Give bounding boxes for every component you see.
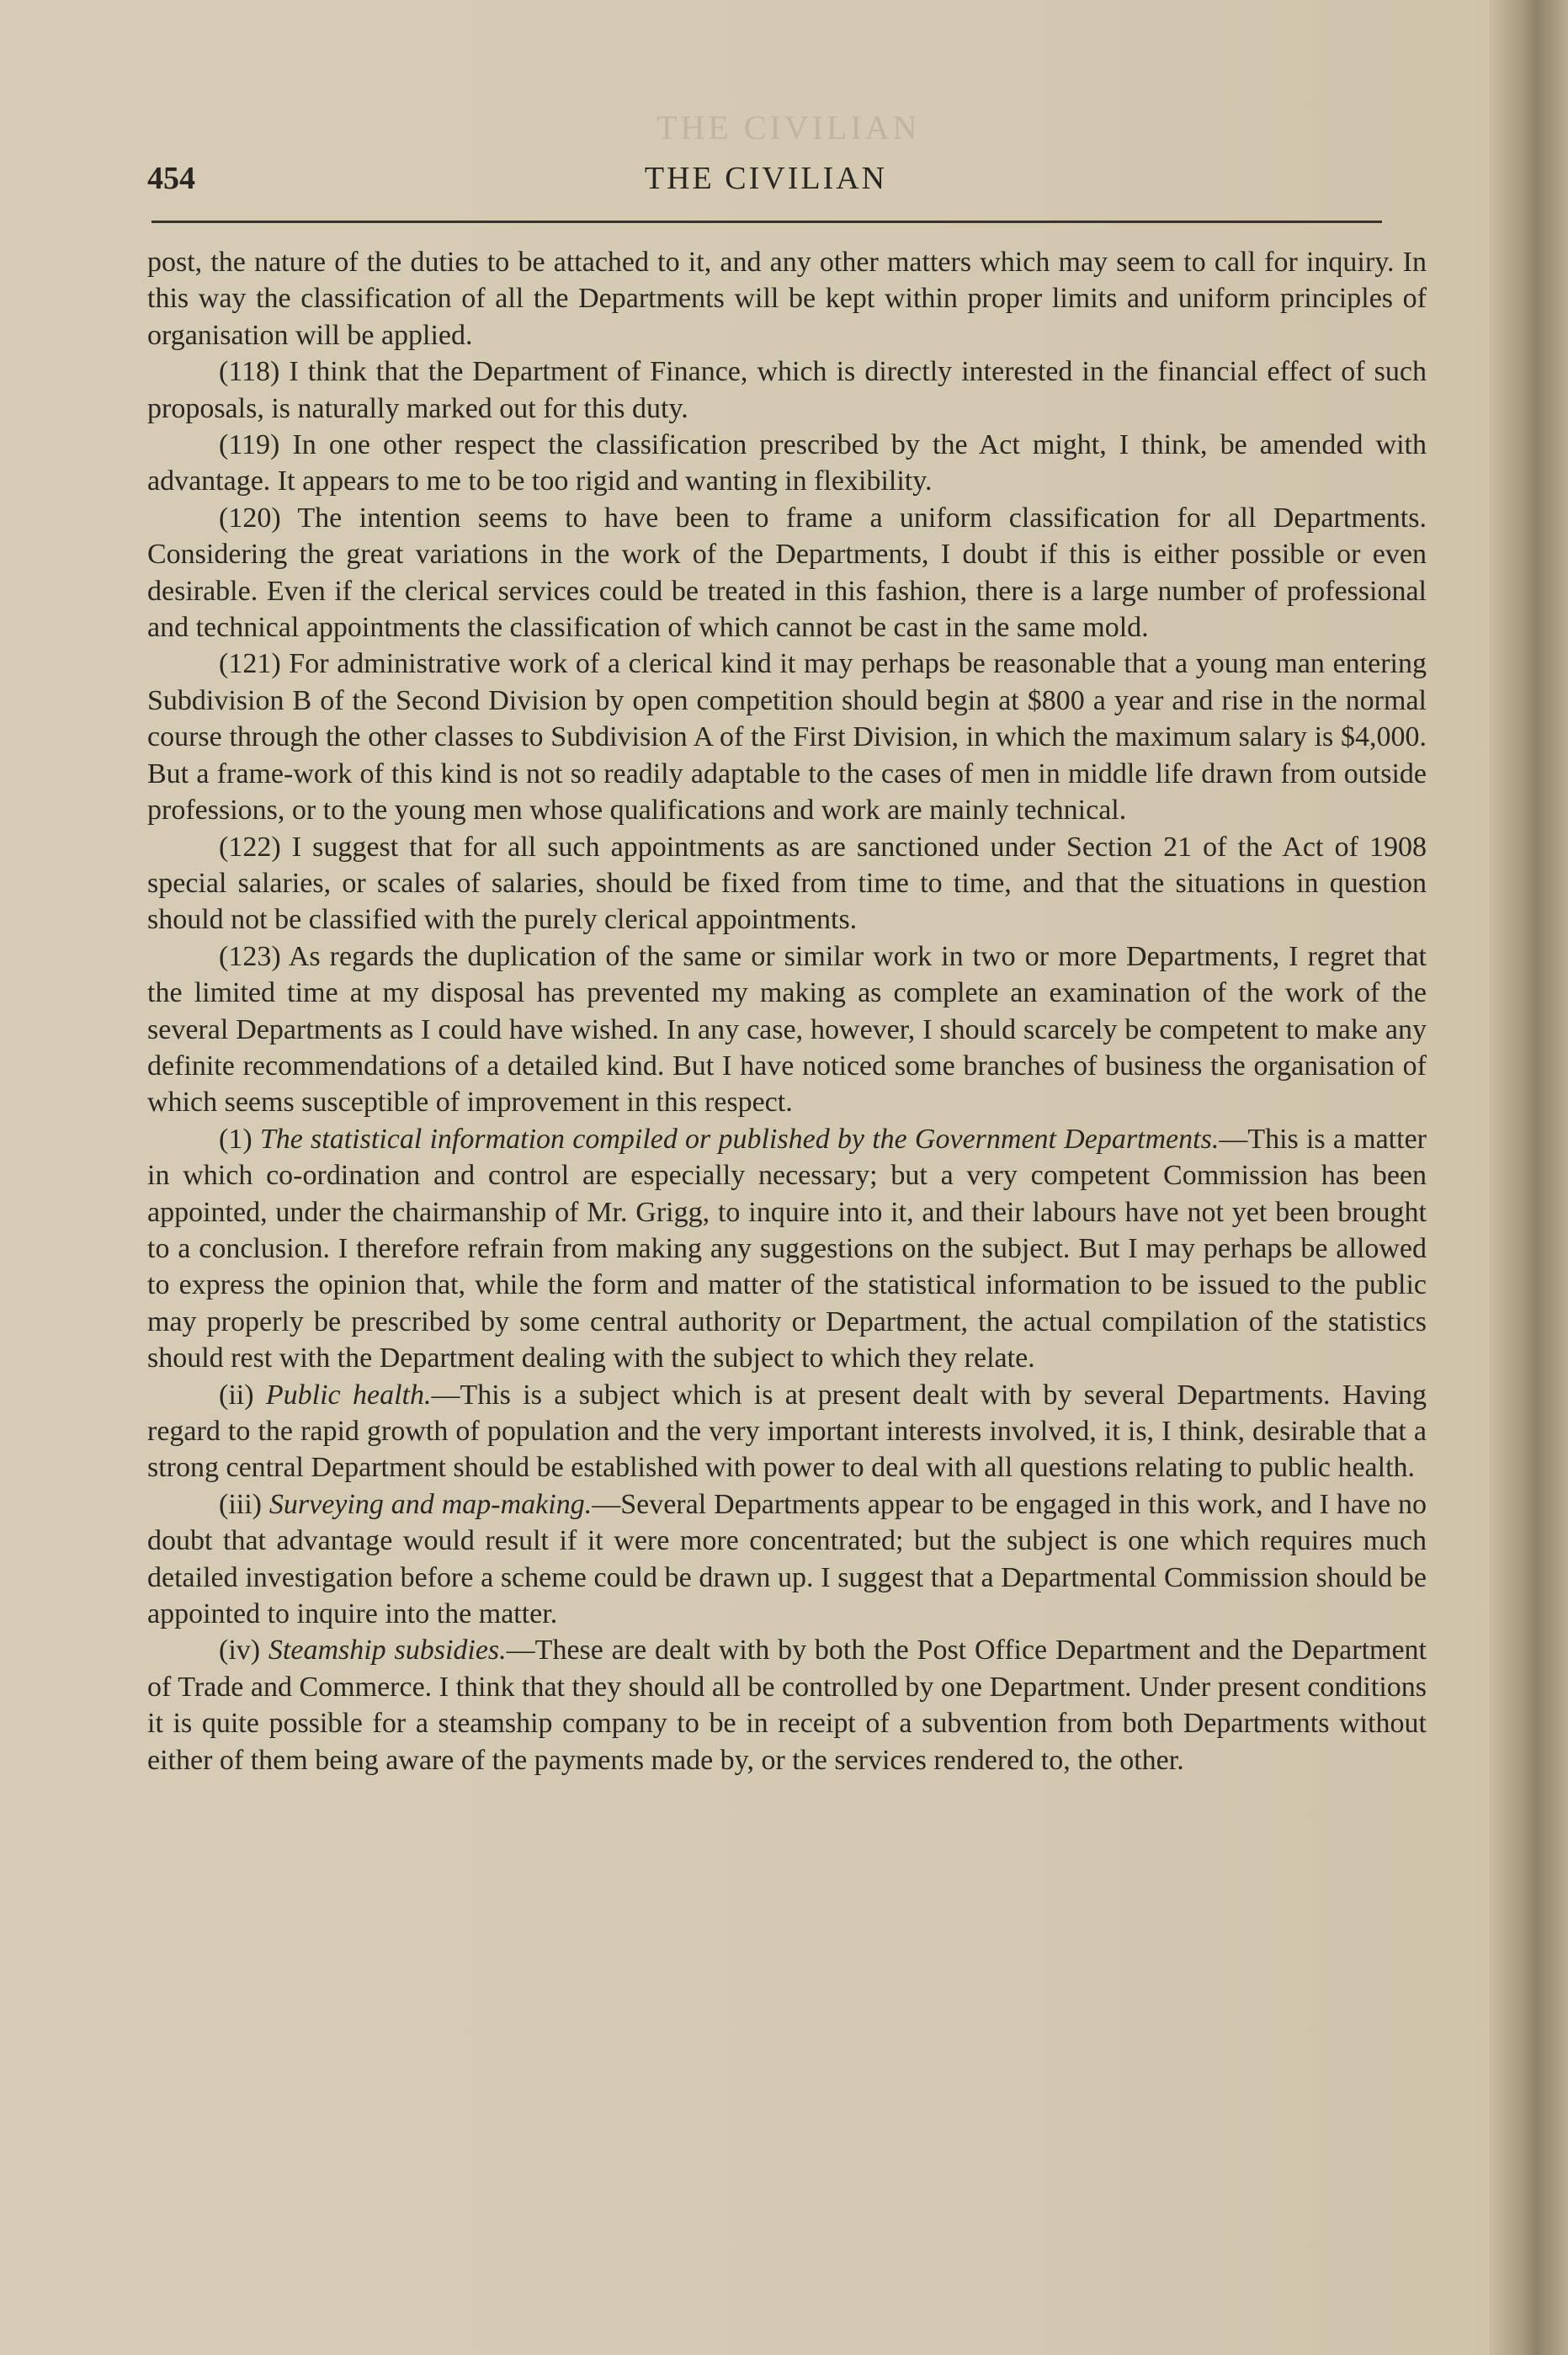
item-number: (1) bbox=[219, 1123, 260, 1155]
item-heading: Public health. bbox=[265, 1379, 432, 1411]
paragraph-public-health bbox=[147, 1377, 1427, 1486]
item-text: —Several Departments appear to be engaged in this work, and I have no doubt that advantage would result if it were more concentrated; but the subject is one which requires much detailed investigation before a scheme could be drawn up. I suggest that a Departmental Commission should be appointed to inquire into the matter. bbox=[147, 1488, 1427, 1630]
item-heading: Steamship subsidies. bbox=[268, 1635, 507, 1667]
running-title: THE CIVILIAN bbox=[644, 161, 888, 196]
item-heading: The statistical information compiled or published by the Government Departments. bbox=[259, 1123, 1220, 1155]
item-text: —This is a matter in which co-ordination and control are especially necessary; but a very competent Commission has been appointed, under the chairmanship of Mr. Grigg, to inquire into it, and their labours have not yet been brought to a conclusion. I therefore refrain from making any suggestions on the subject. But I may perhaps be allowed to express the opinion that, while the form and matter of the statistical information to be issued to the public may properly be prescribed by some central authority or Department, the actual compilation of the statistics should rest with the Department dealing with the subject to which they relate. bbox=[147, 1123, 1427, 1374]
item-number: (iii) bbox=[219, 1488, 269, 1520]
page-number: 454 bbox=[147, 161, 195, 196]
paragraph-121: (121) For administrative work of a clerical kind it may perhaps be reasonable that a young man entering Subdivision B of the Second Division by open competition should begin at $800 a year and rise in the normal course through the other classes to Subdivision A of the First Division, in which the maximum salary is $4,000. But a frame-work of this kind is not so readily adaptable to the cases of men in middle life drawn from outside professions, or to the young men whose qualifications and work are mainly technical. bbox=[147, 648, 1427, 827]
item-text: —These are dealt with by both the Post Office Department and the Department of Trade and Commerce. I think that they should all be controlled by one Department. Under present conditions it is quite possible for a steamship company to be in receipt of a subvention from both Departments without either of them being aware of the payments made by, or the services rendered to, the other. bbox=[147, 1635, 1427, 1776]
bleed-through-title: THE CIVILIAN bbox=[656, 109, 921, 146]
book-gutter bbox=[1490, 0, 1568, 2355]
body-text bbox=[147, 244, 1427, 1778]
item-text: —This is a subject which is at present dealt with by several Departments. Having regard to the rapid growth of population and the very important interests involved, it is, I think, desirable that a strong central Department should be established with power to deal with all questions relating to public health. bbox=[147, 1379, 1427, 1484]
paragraph-steamship-subsidies bbox=[147, 1632, 1427, 1778]
paragraph-continuation: post, the nature of the duties to be attached to it, and any other matters which may seem to call for inquiry. In this way the classification of all the Departments will be kept within proper limits and uniform principles of organisation will be applied. bbox=[147, 247, 1427, 351]
paragraph-122: (122) I suggest that for all such appointments as are sanctioned under Section 21 of the Act of 1908 special salaries, or scales of salaries, should be fixed from time to time, and that the situations in question should not be classified with the purely clerical appointments. bbox=[147, 831, 1427, 936]
page-header bbox=[147, 160, 1385, 210]
paragraph-120: (120) The intention seems to have been to frame a uniform classification for all Departments. Considering the great variations in the work of the Departments, I doubt if this is either possible or even desirable. Even if the clerical services could be treated in this fashion, there is a large number of professional and technical appointments the classification of which cannot be cast in the same mold. bbox=[147, 502, 1427, 644]
paragraph-123: (123) As regards the duplication of the same or similar work in two or more Departments, I regret that the limited time at my disposal has prevented my making as complete an examination of the work of the several Departments as I could have wished. In any case, however, I should scarcely be competent to make any definite recommendations of a detailed kind. But I have noticed some branches of business the organisation of which seems susceptible of improvement in this respect. bbox=[147, 940, 1427, 1119]
header-rule bbox=[151, 221, 1382, 223]
paragraph-118: (118) I think that the Department of Finance, which is directly interested in the financial effect of such proposals, is naturally marked out for this duty. bbox=[147, 356, 1427, 424]
item-heading: Surveying and map-making. bbox=[268, 1488, 593, 1520]
paragraph-119: (119) In one other respect the classification prescribed by the Act might, I think, be amended with advantage. It appears to me to be too rigid and wanting in flexibility. bbox=[147, 429, 1427, 497]
item-number: (ii) bbox=[219, 1379, 266, 1411]
paragraph-surveying bbox=[147, 1486, 1427, 1633]
item-number: (iv) bbox=[219, 1635, 268, 1667]
paragraph-statistical-information bbox=[147, 1121, 1427, 1377]
